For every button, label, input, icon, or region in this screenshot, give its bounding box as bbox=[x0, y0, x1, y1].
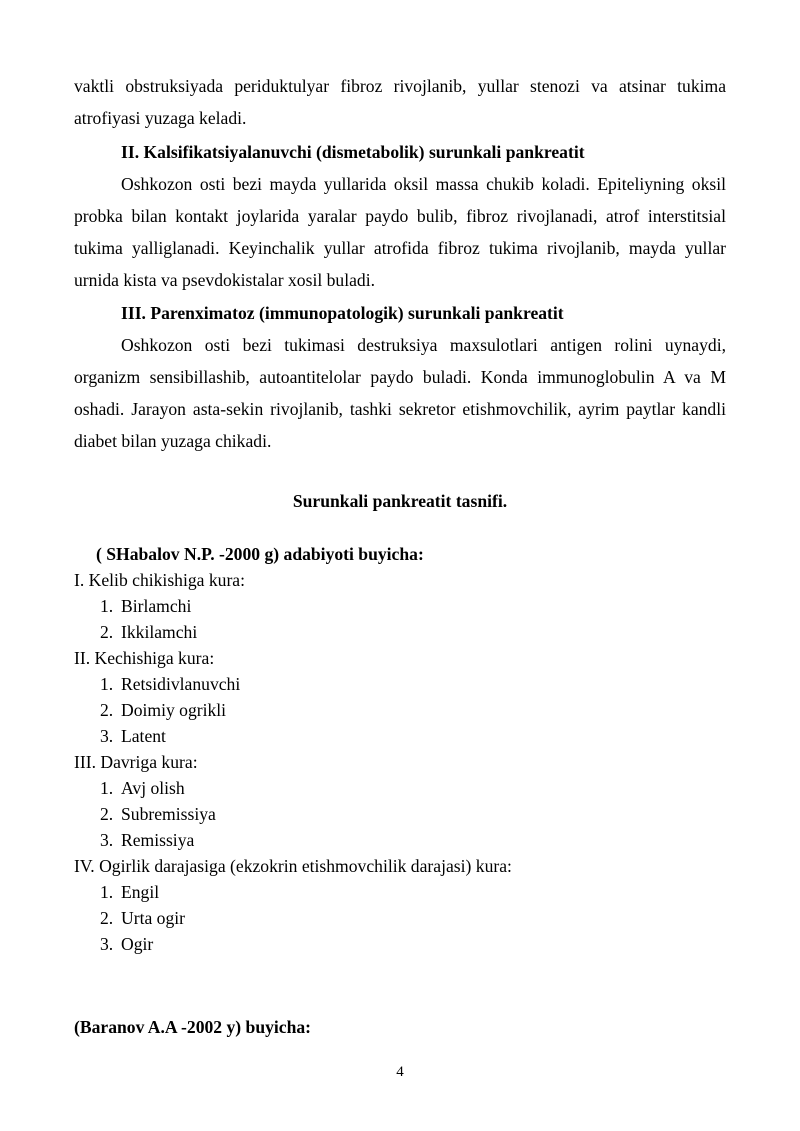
group-title: IV. Ogirlik darajasiga (ekzokrin etishmovchilik darajasi) kura: bbox=[74, 856, 512, 876]
list-item: 2. Urta ogir bbox=[100, 908, 186, 928]
section-3-heading: III. Parenximatoz (immunopatologik) surunkali pankreatit bbox=[121, 303, 564, 323]
list-item: 3. Remissiya bbox=[100, 830, 195, 850]
list-item: 1. Engil bbox=[100, 882, 160, 902]
list-item: 2. Ikkilamchi bbox=[100, 622, 198, 642]
list-item: 2. Doimiy ogrikli bbox=[100, 700, 227, 720]
section-2-text: Oshkozon osti bezi mayda yullarida oksil massa chukib koladi. Epiteliyning oksil probka bilan kontakt joylarida yaralar paydo bulib, fibroz rivojlanadi, atrof interstitsial tukima yalliglanadi. Keyinchalik yullar atrofida fibroz tukima rivojlanib, mayda yullar urnida kista va psevdokistalar xosil buladi. bbox=[74, 174, 726, 290]
group-severity bbox=[74, 853, 726, 957]
group-title: II. Kechishiga kura: bbox=[74, 648, 215, 668]
group-origin bbox=[74, 567, 726, 645]
section-3-text: Oshkozon osti bezi tukimasi destruksiya maxsulotlari antigen rolini uynaydi, organizm sensibillashib, autoantitelolar paydo buladi. Konda immunoglobulin A va M oshadi. Jarayon asta-sekin rivojlanib, tashki sekretor etishmovchilik, ayrim paytlar kandli diabet bilan yuzaga chikadi. bbox=[74, 335, 726, 451]
group-title: I. Kelib chikishiga kura: bbox=[74, 570, 246, 590]
section-2-heading: II. Kalsifikatsiyalanuvchi (dismetabolik) surunkali pankreatit bbox=[121, 142, 585, 162]
page-number: 4 bbox=[396, 1064, 404, 1080]
group-period bbox=[74, 749, 726, 853]
source-shabalov: ( SHabalov N.P. -2000 g) adabiyoti buyicha: bbox=[96, 544, 424, 564]
source-baranov: (Baranov A.A -2002 y) buyicha: bbox=[74, 1017, 312, 1037]
group-course bbox=[74, 645, 726, 749]
list-item: 3. Latent bbox=[100, 726, 166, 746]
intro-paragraph: vaktli obstruksiyada periduktulyar fibroz rivojlanib, yullar stenozi va atsinar tukima atrofiyasi yuzaga keladi. bbox=[74, 76, 726, 128]
classification-title: Surunkali pankreatit tasnifi. bbox=[292, 491, 508, 511]
list-item: 1. Birlamchi bbox=[100, 596, 192, 616]
list-item: 1. Avj olish bbox=[100, 778, 185, 798]
list-item: 1. Retsidivlanuvchi bbox=[100, 674, 241, 694]
list-item: 2. Subremissiya bbox=[100, 804, 216, 824]
group-title: III. Davriga kura: bbox=[74, 752, 198, 772]
list-item: 3. Ogir bbox=[100, 934, 154, 954]
